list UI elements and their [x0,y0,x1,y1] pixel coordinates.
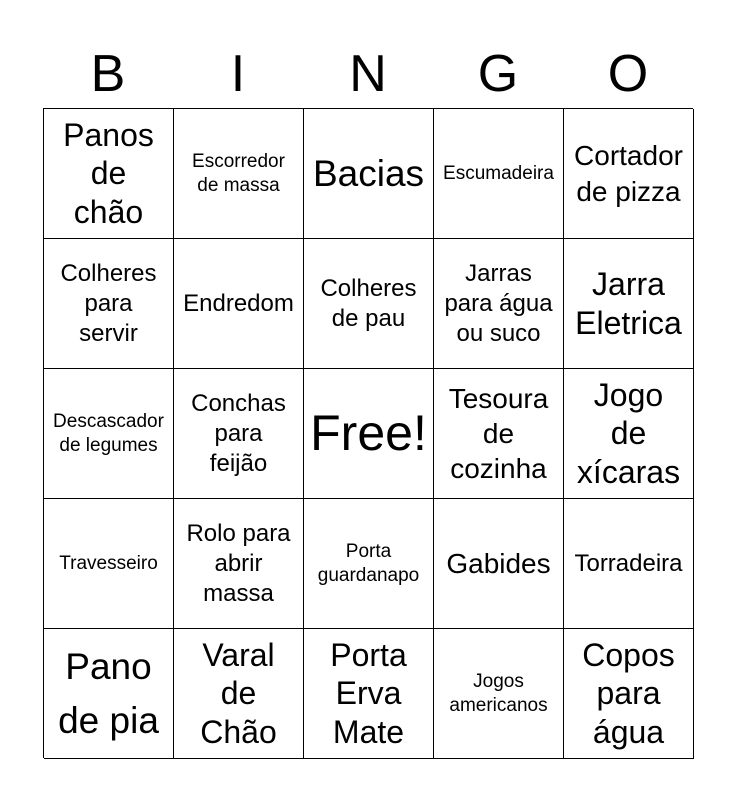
header-letter-b: B [90,45,126,103]
cell-text: Colheres para servir [60,259,157,347]
bingo-cell [174,629,304,759]
header-letter-n: N [349,45,387,103]
bingo-cell [564,239,694,369]
cell-text: Endredom [183,289,294,317]
bingo-cell [434,499,564,629]
bingo-cell [564,369,694,499]
header-letter-i: I [230,45,246,103]
bingo-cell [174,109,304,239]
cell-text: Jogo de xícaras [576,376,681,490]
bingo-cell [304,629,434,759]
bingo-cell [44,109,174,239]
bingo-cell [304,109,434,239]
bingo-cell [44,499,174,629]
header-letter-o: O [607,45,649,103]
bingo-header [43,40,693,108]
cell-text: Torradeira [574,549,683,577]
bingo-cell [174,239,304,369]
bingo-cell [174,369,304,499]
cell-text: Rolo para abrir massa [186,519,291,607]
cell-text: Free! [310,405,427,461]
bingo-cell [174,499,304,629]
cell-text: Tesoura de cozinha [448,382,549,485]
header-letter-g: G [477,45,519,103]
free-space [304,369,434,499]
bingo-cell [44,629,174,759]
cell-text: Escumadeira [443,162,554,184]
cell-text: Conchas para feijão [191,389,286,477]
bingo-cell [304,499,434,629]
cell-text: Jogos americanos [449,670,548,716]
cell-text: Jarra Eletrica [575,266,682,341]
cell-text: Panos de chão [63,116,154,230]
cell-text: Jarras para água ou suco [444,259,553,347]
cell-text: Bacias [312,152,425,194]
cell-text: Cortador de pizza [574,140,683,207]
cell-text: Pano de pia [58,645,159,741]
cell-text: Colheres de pau [320,274,417,332]
cell-text: Gabides [446,547,551,579]
cell-text: Travesseiro [59,552,158,574]
cell-text: Porta guardanapo [317,540,420,586]
bingo-cell [44,369,174,499]
cell-text: Escorredor de massa [192,150,285,196]
cell-text: Copos para água [582,636,675,750]
bingo-cell [564,629,694,759]
bingo-cell [434,109,564,239]
bingo-cell [304,239,434,369]
bingo-cell [564,109,694,239]
cell-text: Varal de Chão [200,636,277,750]
bingo-cell [434,629,564,759]
bingo-board [43,108,693,758]
bingo-cell [434,239,564,369]
bingo-cell [434,369,564,499]
bingo-cell [44,239,174,369]
bingo-cell [564,499,694,629]
cell-text: Porta Erva Mate [330,636,407,750]
cell-text: Descascador de legumes [53,410,164,456]
